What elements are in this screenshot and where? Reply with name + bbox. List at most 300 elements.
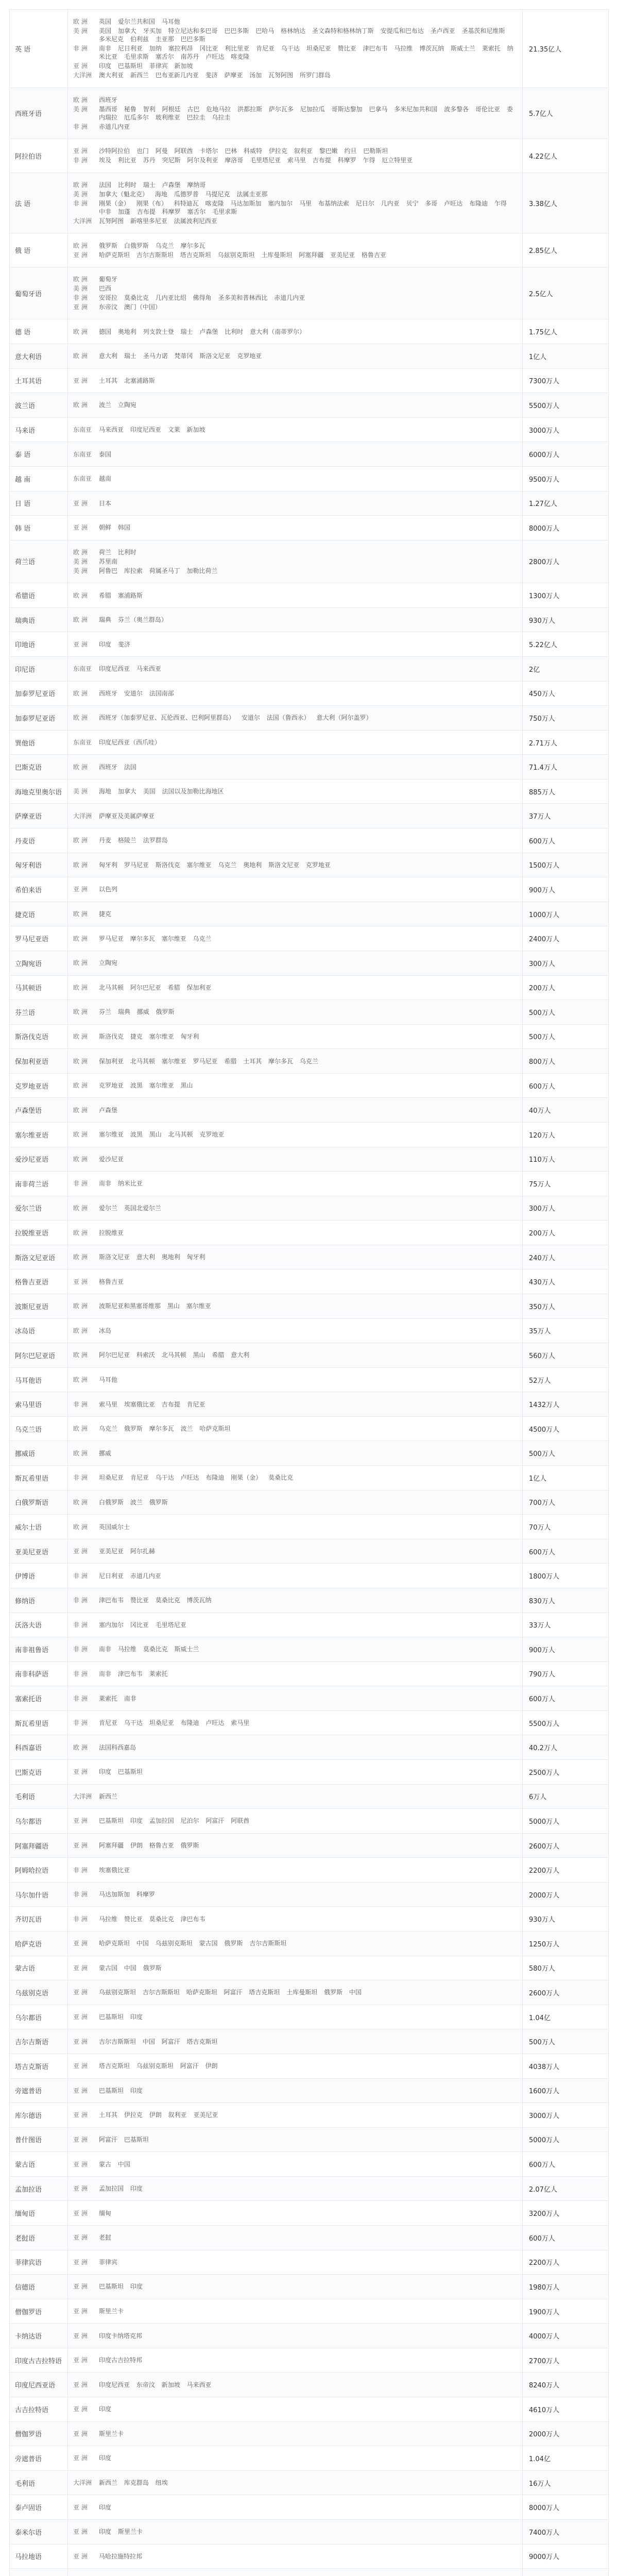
language-name: 索马里语 xyxy=(10,1392,68,1417)
country-item: 克罗地亚 xyxy=(305,861,331,869)
region-group xyxy=(73,1032,517,1041)
country-item: 加勒比荷兰 xyxy=(186,567,218,574)
country-list xyxy=(99,1302,517,1310)
country-list xyxy=(99,62,517,70)
country-item: 乌兹别克斯坦 xyxy=(136,2062,174,2070)
language-regions xyxy=(68,2397,523,2422)
country-item: 卢旺达 xyxy=(444,200,463,208)
language-name: 加泰罗尼亚语 xyxy=(10,681,68,706)
country-item: 捷克 xyxy=(130,1032,143,1040)
country-item: 罗马尼亚 xyxy=(193,1057,218,1065)
population-value: 350万人 xyxy=(523,1294,609,1319)
country-item: 中非 xyxy=(99,208,112,216)
language-regions xyxy=(68,681,523,706)
language-row xyxy=(10,2348,609,2372)
language-row xyxy=(10,1196,609,1221)
country-item: 俄罗斯 xyxy=(99,242,118,249)
country-item: 朝鲜 xyxy=(99,524,112,532)
country-list xyxy=(99,910,517,918)
continent-label: 东南亚 xyxy=(73,475,92,483)
language-name: 南非科萨语 xyxy=(10,1662,68,1686)
language-row xyxy=(10,344,609,369)
country-list xyxy=(99,1547,517,1555)
population-value: 5000万人 xyxy=(523,1809,609,1834)
language-table-body xyxy=(10,10,609,2576)
population-value: 2500万人 xyxy=(523,1760,609,1785)
continent-label: 美 洲 xyxy=(73,557,88,565)
region-group xyxy=(73,2356,517,2364)
population-value: 1980万人 xyxy=(523,2275,609,2299)
language-name: 马其顿语 xyxy=(10,975,68,1000)
population-value: 450万人 xyxy=(523,681,609,706)
language-name: 印尼语 xyxy=(10,656,68,681)
region-group xyxy=(73,303,517,311)
country-item: 安提瓜和巴布达 xyxy=(380,27,424,35)
continent-label: 欧 洲 xyxy=(73,1351,88,1359)
country-item: 匈牙利 xyxy=(180,1032,199,1040)
country-item: 摩尔多瓦 xyxy=(130,935,155,942)
language-regions xyxy=(68,491,523,516)
region-group xyxy=(73,474,517,483)
country-item: 秘鲁 xyxy=(124,105,136,113)
country-item: 塞拉利昂 xyxy=(168,45,193,53)
country-item: 毛里塔尼亚 xyxy=(250,157,281,164)
country-item: 尼泊尔 xyxy=(180,1817,199,1825)
country-item: 肯尼亚 xyxy=(130,1474,149,1482)
country-item: 伊朗 xyxy=(205,2062,218,2070)
country-item: 印度 xyxy=(130,1817,143,1825)
language-row xyxy=(10,2127,609,2152)
country-item: 亚美尼亚 xyxy=(193,2111,218,2119)
language-row xyxy=(10,2544,609,2569)
country-item: 黑山 xyxy=(193,1351,205,1359)
country-item: 巴哈马 xyxy=(255,27,274,35)
population-value: 4000万人 xyxy=(523,2324,609,2348)
region-group xyxy=(73,1155,517,1163)
country-list xyxy=(99,1130,517,1139)
country-item: 俄罗斯 xyxy=(124,1425,143,1433)
country-list xyxy=(99,2209,517,2217)
country-list xyxy=(99,352,517,360)
country-item: 马来西亚 xyxy=(99,426,124,434)
language-row xyxy=(10,233,609,267)
country-item: 加拿大（魁北克） xyxy=(99,191,149,198)
country-item: 斯里兰卡 xyxy=(117,2528,143,2536)
language-row xyxy=(10,2372,609,2397)
continent-label: 欧 洲 xyxy=(73,1376,88,1384)
country-list xyxy=(99,2062,517,2070)
language-name: 捷克语 xyxy=(10,902,68,926)
language-regions xyxy=(68,1907,523,1931)
population-value: 3000万人 xyxy=(523,417,609,442)
country-item: 布隆迪 xyxy=(180,1719,199,1727)
language-name: 爱沙尼亚语 xyxy=(10,1147,68,1172)
region-group xyxy=(73,2454,517,2462)
country-item: 印度古吉拉特邦 xyxy=(99,2357,143,2364)
country-item: 莱索托 xyxy=(99,1694,118,1702)
continent-label: 大洋洲 xyxy=(73,217,92,225)
country-item: 挪威 xyxy=(99,1449,112,1457)
country-item: 乌兹别克斯坦 xyxy=(217,251,255,259)
country-item: 东帝汶 xyxy=(136,2381,155,2388)
country-item: 巴基斯坦 xyxy=(124,2136,149,2143)
language-row xyxy=(10,10,609,88)
continent-label: 东南亚 xyxy=(73,665,92,673)
country-item: 吉尔吉斯斯坦 xyxy=(142,1989,180,1996)
country-list xyxy=(99,2552,517,2561)
country-item: 马达加斯加 xyxy=(99,1891,130,1899)
continent-label: 非 洲 xyxy=(73,157,88,164)
country-list xyxy=(99,377,517,385)
language-row xyxy=(10,2078,609,2103)
region-group xyxy=(73,548,517,556)
language-row xyxy=(10,1098,609,1123)
country-item: 乍得 xyxy=(494,200,507,208)
continent-label: 美 洲 xyxy=(73,191,88,198)
country-item: 新西兰 xyxy=(130,72,149,79)
continent-label: 亚 洲 xyxy=(73,524,88,532)
country-item: 埃塞俄比亚 xyxy=(124,1400,155,1408)
language-row xyxy=(10,2176,609,2201)
language-row xyxy=(10,583,609,608)
country-item: 英国威尔士 xyxy=(99,1523,130,1531)
country-item: 卢森堡 xyxy=(199,328,218,335)
country-item: 瑞典 xyxy=(117,1008,130,1016)
country-item: 斐济 xyxy=(205,72,218,79)
country-item: 瑞士 xyxy=(180,328,193,335)
population-value: 4500万人 xyxy=(523,1416,609,1441)
country-item: 俄罗斯 xyxy=(156,1008,175,1016)
country-item: 喀麦隆 xyxy=(205,200,224,208)
country-item: 马耳他 xyxy=(161,18,180,26)
country-item: 波兰 xyxy=(130,1498,143,1506)
population-value: 8000万人 xyxy=(523,2495,609,2520)
country-item: 俄罗斯 xyxy=(180,1842,199,1850)
country-item: 圣卢西亚 xyxy=(430,27,455,35)
language-regions xyxy=(68,1613,523,1637)
continent-label: 亚 洲 xyxy=(73,2234,88,2242)
region-group xyxy=(73,1302,517,1310)
country-item: 卢旺达 xyxy=(205,1719,225,1727)
language-row xyxy=(10,926,609,951)
population-value: 70万人 xyxy=(523,1515,609,1539)
language-name: 日 语 xyxy=(10,491,68,516)
language-name: 毛利语 xyxy=(10,2470,68,2495)
country-item: 北马其顿 xyxy=(161,1351,186,1359)
language-regions xyxy=(68,2176,523,2201)
country-item: 英国 xyxy=(99,18,112,26)
region-group xyxy=(73,251,517,259)
country-list xyxy=(99,548,517,556)
population-value: 750万人 xyxy=(523,706,609,731)
country-item: 乌克兰 xyxy=(99,1425,118,1433)
country-item: 赤道几内亚 xyxy=(130,1572,161,1580)
language-row xyxy=(10,1024,609,1049)
continent-label: 大洋洲 xyxy=(73,812,92,820)
region-group xyxy=(73,567,517,575)
language-name: 斯洛伐克语 xyxy=(10,1024,68,1049)
country-item: 多米尼克 xyxy=(99,36,124,43)
population-value: 3.38亿人 xyxy=(523,173,609,233)
country-item: 吉布提 xyxy=(161,1400,180,1408)
continent-label: 欧 洲 xyxy=(73,401,88,409)
language-regions xyxy=(68,632,523,657)
language-regions xyxy=(68,1539,523,1564)
region-group xyxy=(73,2381,517,2389)
region-group xyxy=(73,1057,517,1065)
language-row xyxy=(10,491,609,516)
country-item: 法国南部 xyxy=(149,689,174,697)
country-item: 瑞士 xyxy=(143,181,156,189)
language-name: 印地语 xyxy=(10,632,68,657)
language-regions xyxy=(68,656,523,681)
country-item: 阿塞拜疆 xyxy=(299,251,324,259)
population-value: 4.22亿人 xyxy=(523,139,609,173)
region-group xyxy=(73,738,517,747)
language-row xyxy=(10,1294,609,1319)
country-list xyxy=(99,935,517,943)
language-row xyxy=(10,2397,609,2422)
country-item: 塞尔维亚 xyxy=(99,1131,124,1139)
country-list xyxy=(99,1743,517,1752)
language-regions xyxy=(68,1515,523,1539)
country-list xyxy=(99,836,517,844)
continent-label: 欧 洲 xyxy=(73,181,88,189)
region-group xyxy=(73,787,517,795)
region-group xyxy=(73,1596,517,1604)
country-item: 苏里南 xyxy=(99,557,118,565)
region-group xyxy=(73,1278,517,1286)
country-item: 美国 xyxy=(99,27,112,35)
language-name: 塔吉克斯语 xyxy=(10,2054,68,2078)
country-item: 法国 xyxy=(99,181,112,189)
country-list xyxy=(99,665,517,673)
country-list xyxy=(99,1988,517,1996)
language-name: 巴斯克语 xyxy=(10,1760,68,1785)
country-item: 北马其顿 xyxy=(99,984,124,991)
continent-label: 非 洲 xyxy=(73,1891,88,1899)
country-item: 西班牙 xyxy=(99,689,118,697)
country-list xyxy=(99,2307,517,2315)
language-row xyxy=(10,1833,609,1858)
language-regions xyxy=(68,607,523,632)
country-list xyxy=(99,1694,517,1703)
country-item: 阿尔巴尼亚 xyxy=(99,1351,130,1359)
region-group xyxy=(73,2307,517,2315)
region-group xyxy=(73,147,517,155)
region-group xyxy=(73,450,517,459)
country-item: 科特迪瓦 xyxy=(174,200,199,208)
region-group xyxy=(73,294,517,302)
language-name: 瑞典语 xyxy=(10,607,68,632)
language-regions xyxy=(68,2103,523,2128)
language-row xyxy=(10,139,609,173)
region-group xyxy=(73,2184,517,2193)
language-row xyxy=(10,1416,609,1441)
country-list xyxy=(99,1915,517,1923)
country-list xyxy=(99,156,517,164)
country-item: 索马里 xyxy=(287,157,306,164)
country-list xyxy=(99,275,517,283)
population-value: 2600万人 xyxy=(523,1980,609,2005)
country-item: 阿联酋 xyxy=(231,1817,250,1825)
language-regions xyxy=(68,2250,523,2275)
country-item: 莱索托 xyxy=(149,1670,168,1677)
country-item: 荷属圣马丁 xyxy=(149,567,180,574)
country-item: 斯里兰卡 xyxy=(99,2308,124,2315)
population-value: 600万人 xyxy=(523,1539,609,1564)
region-group xyxy=(73,1351,517,1359)
country-item: 塞浦路斯 xyxy=(117,591,143,599)
country-item: 罗马尼亚 xyxy=(124,861,149,869)
region-group xyxy=(73,1473,517,1482)
continent-label: 欧 洲 xyxy=(73,352,88,360)
country-item: 伊拉克 xyxy=(268,147,287,155)
language-row xyxy=(10,2029,609,2054)
continent-label: 美 洲 xyxy=(73,788,88,795)
country-list xyxy=(99,2430,517,2438)
language-row xyxy=(10,1613,609,1637)
continent-label: 欧 洲 xyxy=(73,242,88,249)
country-item: 科索沃 xyxy=(136,1351,155,1359)
region-group xyxy=(73,2258,517,2266)
region-group xyxy=(73,1376,517,1384)
continent-label: 亚 洲 xyxy=(73,2185,88,2193)
country-item: 瓜德罗普 xyxy=(174,191,199,198)
population-value: 71.4万人 xyxy=(523,755,609,779)
country-list xyxy=(99,1351,517,1359)
language-row xyxy=(10,466,609,491)
language-regions xyxy=(68,1882,523,1907)
country-item: 斯洛伐克 xyxy=(99,1032,124,1040)
population-value: 700万人 xyxy=(523,1490,609,1515)
language-row xyxy=(10,2446,609,2471)
continent-label: 亚 洲 xyxy=(73,2258,88,2266)
language-row xyxy=(10,2519,609,2544)
language-name: 泰 语 xyxy=(10,442,68,467)
country-item: 博茨瓦纳 xyxy=(186,1597,212,1604)
country-item: 中国 xyxy=(124,1964,136,1972)
country-item: 葡萄牙 xyxy=(99,276,118,283)
language-regions xyxy=(68,516,523,540)
country-list xyxy=(99,984,517,992)
language-row xyxy=(10,2054,609,2078)
language-row xyxy=(10,1367,609,1392)
language-row xyxy=(10,804,609,828)
country-item: 克罗地亚 xyxy=(99,1082,124,1090)
country-item: 津巴布韦 xyxy=(99,1597,124,1604)
language-row xyxy=(10,2569,609,2576)
country-item: 罗马尼亚 xyxy=(99,935,124,942)
region-group xyxy=(73,1719,517,1727)
language-row xyxy=(10,1686,609,1711)
country-item: 印度 xyxy=(130,2087,143,2094)
country-list xyxy=(99,1155,517,1163)
country-item: 沙特阿拉伯 xyxy=(99,147,130,155)
country-list xyxy=(99,2160,517,2168)
language-name: 信德语 xyxy=(10,2275,68,2299)
country-list xyxy=(99,787,517,795)
country-item: 孟加拉国 xyxy=(149,1817,174,1825)
region-group xyxy=(73,1425,517,1433)
country-item: 巴拿马 xyxy=(369,105,388,113)
country-item: 法国科西嘉岛 xyxy=(99,1743,136,1751)
language-row xyxy=(10,975,609,1000)
region-group xyxy=(73,2503,517,2512)
region-group xyxy=(73,1621,517,1629)
country-item: 波兰 xyxy=(99,401,112,409)
region-group xyxy=(73,1792,517,1801)
country-item: 印度 xyxy=(99,2503,112,2511)
continent-label: 亚 洲 xyxy=(73,1842,88,1850)
population-value: 830万人 xyxy=(523,1588,609,1613)
region-group xyxy=(73,523,517,532)
country-item: 吉布提 xyxy=(312,157,331,164)
language-regions xyxy=(68,1318,523,1343)
language-regions xyxy=(68,1784,523,1809)
language-regions xyxy=(68,2127,523,2152)
language-name: 毛利语 xyxy=(10,1784,68,1809)
country-item: 中国 xyxy=(349,1989,362,1996)
country-list xyxy=(99,2479,517,2487)
region-group xyxy=(73,640,517,649)
country-item: 希腊 xyxy=(99,591,112,599)
country-item: 毛里求斯 xyxy=(212,208,237,216)
continent-label: 亚 洲 xyxy=(73,2209,88,2217)
continent-label: 欧 洲 xyxy=(73,984,88,991)
region-group xyxy=(73,591,517,600)
language-regions xyxy=(68,583,523,608)
population-value: 930万人 xyxy=(523,1907,609,1931)
population-value: 1432万人 xyxy=(523,1392,609,1417)
country-list xyxy=(99,147,517,155)
country-item: 加拿大 xyxy=(117,788,136,795)
language-row xyxy=(10,2299,609,2324)
country-item: 圣马力诺 xyxy=(143,352,168,360)
region-group xyxy=(73,44,517,61)
language-name xyxy=(10,2569,68,2576)
country-item: 瑞士 xyxy=(124,352,136,360)
country-item: 印度尼西亚 xyxy=(99,2381,130,2388)
language-regions xyxy=(68,1000,523,1025)
country-item: 奥地利 xyxy=(161,1253,180,1261)
language-row xyxy=(10,1858,609,1883)
country-item: 加蓬 xyxy=(117,208,130,216)
country-list xyxy=(99,2136,517,2144)
language-regions xyxy=(68,2544,523,2569)
region-group xyxy=(73,181,517,189)
language-row xyxy=(10,2470,609,2495)
continent-label: 亚 洲 xyxy=(73,2087,88,2094)
country-item: 叙利亚 xyxy=(294,147,313,155)
population-value: 37万人 xyxy=(523,804,609,828)
region-group xyxy=(73,123,517,131)
country-list xyxy=(99,27,517,43)
country-list xyxy=(99,2233,517,2242)
country-item: 危地马拉 xyxy=(206,105,231,113)
language-row xyxy=(10,2495,609,2520)
population-value: 300万人 xyxy=(523,1196,609,1221)
region-group xyxy=(73,984,517,992)
country-item: 土耳其 xyxy=(99,377,118,384)
country-item: 南非 xyxy=(99,1670,112,1677)
country-item: 赞比亚 xyxy=(337,45,356,53)
country-item: 科威特 xyxy=(244,147,263,155)
country-item: 马拉维 xyxy=(99,1915,118,1923)
country-list xyxy=(99,1204,517,1212)
region-group xyxy=(73,1645,517,1653)
language-regions xyxy=(68,2201,523,2226)
